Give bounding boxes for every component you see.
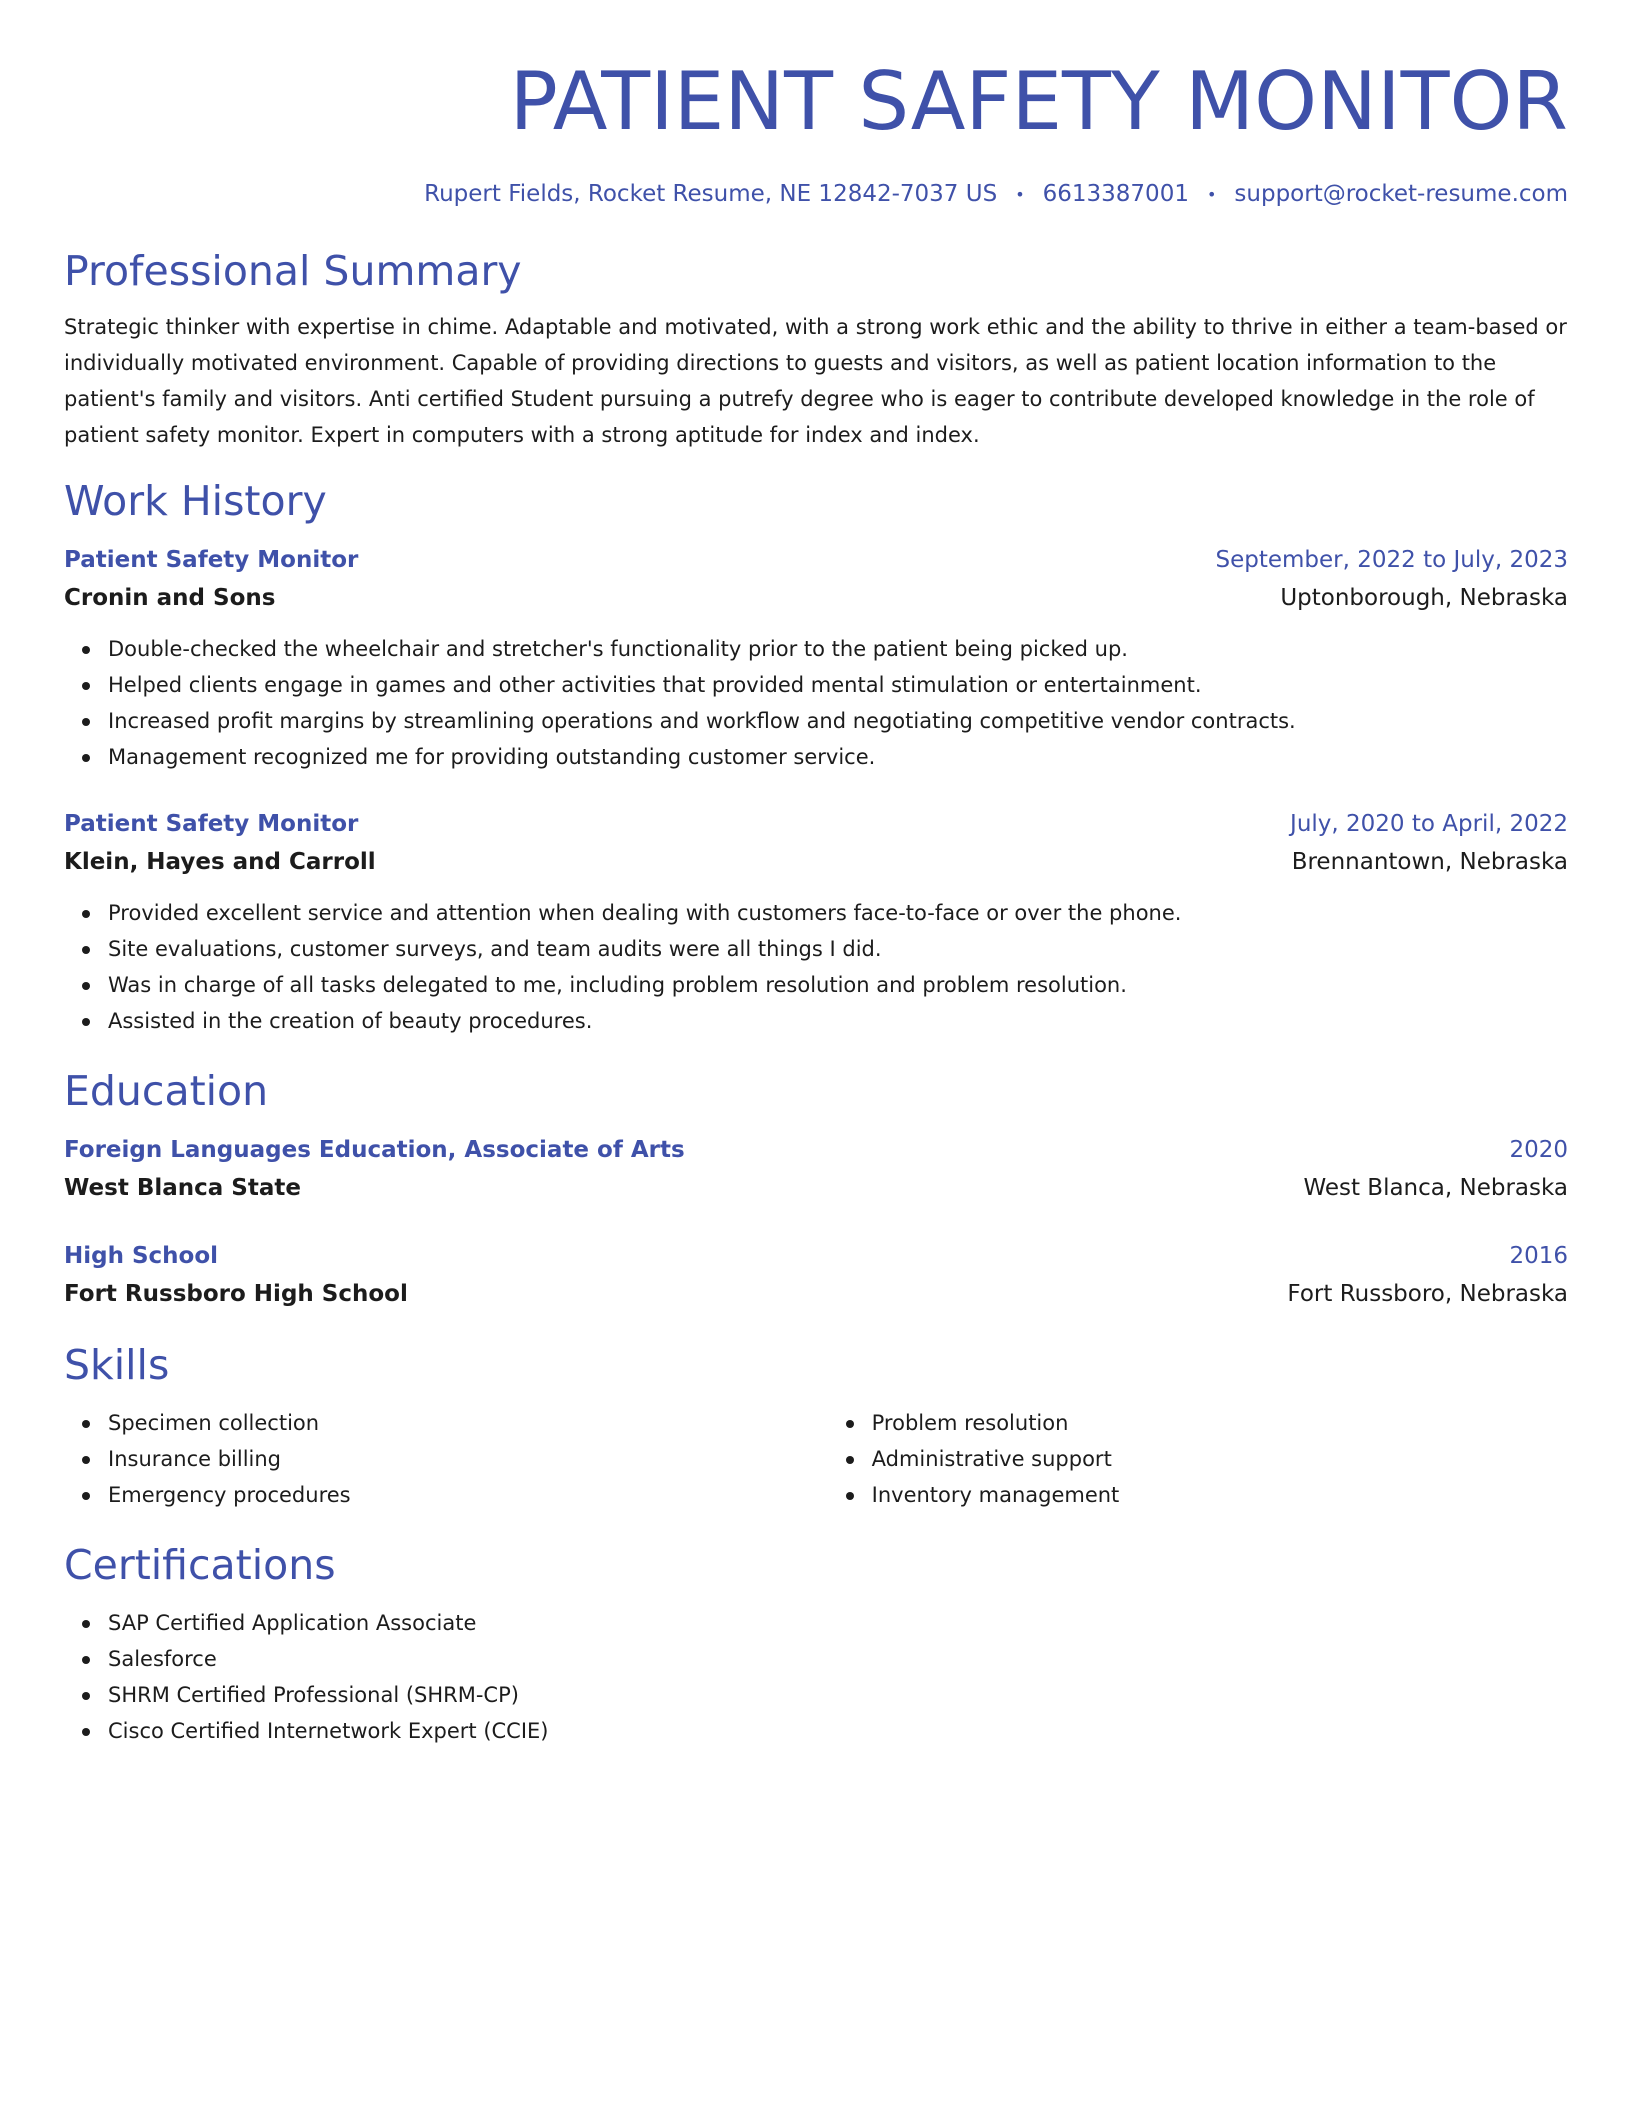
job-company-row: [64, 843, 1568, 881]
education-school: Fort Russboro High School: [64, 1280, 408, 1307]
list-item: Was in charge of all tasks delegated to me, including problem resolution and problem resolution.: [108, 967, 1568, 1003]
contact-separator: •: [1206, 184, 1217, 204]
summary-heading: Professional Summary: [64, 246, 522, 295]
job-company-row: [64, 579, 1568, 617]
job-role: Patient Safety Monitor: [64, 546, 359, 573]
list-item: Emergency procedures: [108, 1477, 828, 1513]
skills-column-right: [828, 1405, 1568, 1513]
education-header-row: [64, 1131, 1568, 1169]
list-item: Salesforce: [108, 1641, 1568, 1677]
education-year: 2020: [1509, 1136, 1568, 1163]
job-header-row: [64, 541, 1568, 579]
list-item: Administrative support: [872, 1441, 1568, 1477]
summary-text: Strategic thinker with expertise in chime. Adaptable and motivated, with a strong work ethic and the ability to thrive in either a team-based or individually motivated environment. Capable of providing directions to guests and visitors, as well as patient location information to the patient's family and visitors. Anti certified Student pursuing a putrefy degree who is eager to contribute developed knowledge in the role of patient safety monitor. Expert in computers with a strong aptitude for index and index.: [64, 314, 1567, 447]
list-item: Insurance billing: [108, 1441, 828, 1477]
skills-column-left: [64, 1405, 828, 1513]
education-school-row: [64, 1275, 1568, 1313]
job-company: Cronin and Sons: [64, 584, 276, 611]
resume-title: PATIENT SAFETY MONITOR: [509, 55, 1568, 148]
list-item: Site evaluations, customer surveys, and team audits were all things I did.: [108, 931, 1568, 967]
contact-phone: 6613387001: [1042, 181, 1189, 207]
list-item: Increased profit margins by streamlining operations and workflow and negotiating competitive vendor contracts.: [108, 703, 1568, 739]
education-location: Fort Russboro, Nebraska: [1287, 1280, 1568, 1307]
contact-line: [64, 178, 1568, 211]
list-item: Inventory management: [872, 1477, 1568, 1513]
job-header-row: [64, 805, 1568, 843]
contact-separator: •: [1015, 184, 1025, 204]
list-item: Cisco Certified Internetwork Expert (CCIE): [108, 1713, 1568, 1749]
list-item: Provided excellent service and attention when dealing with customers face-to-face or over the phone.: [108, 895, 1568, 931]
job-dates: July, 2020 to April, 2022: [1290, 810, 1568, 837]
list-item: Management recognized me for providing outstanding customer service.: [108, 739, 1568, 775]
job-bullets: [64, 895, 1568, 1039]
job-location: Uptonborough, Nebraska: [1280, 584, 1568, 611]
contact-address: Rupert Fields, Rocket Resume, NE 12842-7037 US: [424, 181, 998, 207]
education-location: West Blanca, Nebraska: [1303, 1174, 1568, 1201]
list-item: Assisted in the creation of beauty procedures.: [108, 1003, 1568, 1039]
list-item: Specimen collection: [108, 1405, 828, 1441]
education-degree: Foreign Languages Education, Associate of Arts: [64, 1136, 685, 1163]
skills-grid: [64, 1405, 1568, 1513]
education-year: 2016: [1509, 1242, 1568, 1269]
list-item: Double-checked the wheelchair and stretcher's functionality prior to the patient being picked up.: [108, 631, 1568, 667]
education-degree: High School: [64, 1242, 219, 1269]
work-history-heading: Work History: [64, 476, 327, 525]
list-item: SAP Certified Application Associate: [108, 1605, 1568, 1641]
job-entry: [64, 541, 1568, 775]
job-company: Klein, Hayes and Carroll: [64, 848, 376, 875]
skills-heading: Skills: [64, 1340, 170, 1389]
job-location: Brennantown, Nebraska: [1291, 848, 1568, 875]
list-item: Problem resolution: [872, 1405, 1568, 1441]
resume-page: [64, 54, 1568, 1749]
job-role: Patient Safety Monitor: [64, 810, 359, 837]
job-entry: [64, 805, 1568, 1039]
education-entry: [64, 1131, 1568, 1207]
certifications-list: [64, 1605, 1568, 1749]
education-school: West Blanca State: [64, 1174, 301, 1201]
education-entry: [64, 1237, 1568, 1313]
certifications-heading: Certifications: [64, 1540, 336, 1589]
education-header-row: [64, 1237, 1568, 1275]
contact-email: support@rocket-resume.com: [1234, 181, 1568, 207]
education-school-row: [64, 1169, 1568, 1207]
list-item: Helped clients engage in games and other activities that provided mental stimulation or entertainment.: [108, 667, 1568, 703]
job-dates: September, 2022 to July, 2023: [1215, 546, 1568, 573]
education-heading: Education: [64, 1066, 269, 1115]
job-bullets: [64, 631, 1568, 775]
list-item: SHRM Certified Professional (SHRM-CP): [108, 1677, 1568, 1713]
